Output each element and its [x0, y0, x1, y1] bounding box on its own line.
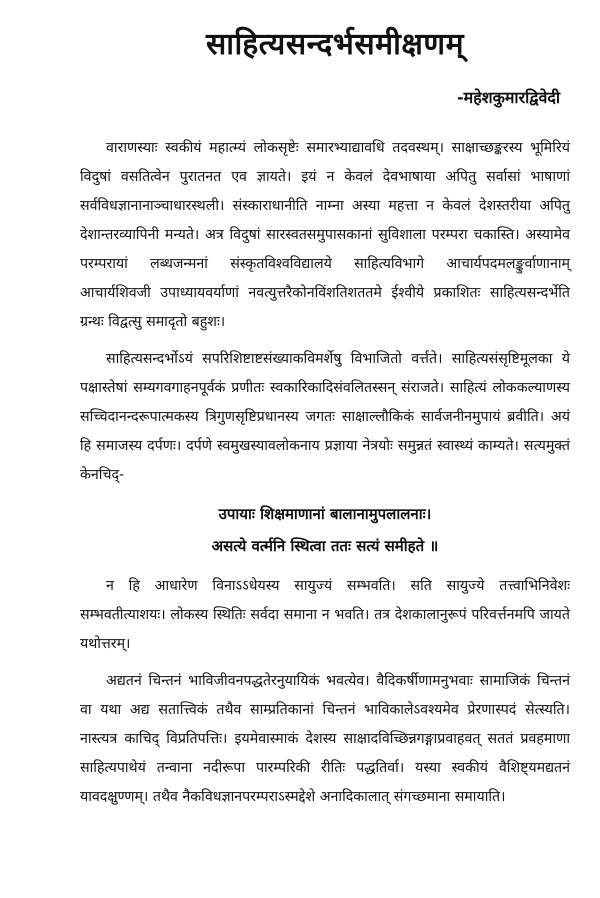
paragraph-3: न हि आधारेण विनाऽऽधेयस्य सायुज्यं सम्भवति। सति सायुज्ये तत्त्वाभिनिवेशः सम्भवतीत्याशयः। लोकस्य स्थितिः सर्वदा समाना न भवति। तत्र देशकालानुरूपं परिवर्त्तनमपि जायते यथोत्तरम्। — [80, 578, 570, 652]
paragraph-4: अद्यतनं चिन्तनं भाविजीवनपद्धतेरनुयायिकं भवत्येव। वैदिकर्षीणामनुभवाः सामाजिकं चिन्तनं वा यथा अद्य सतात्त्विकं तथैव साम्प्रतिकानां चिन्तनं भाविकालेऽवश्यमेव प्रेरणास्पदं सेत्स्यति। नास्त्यत्र काचिद् विप्रतिपत्तिः। इयमेवास्माकं देशस्य साक्षादविच्छिन्नगङ्गाप्रवाहवत् सततं प्रवहमाणा साहित्यपाथेयं तन्वाना नदीरूपा पारम्परिकी रीतिः पद्धतिर्वा। यस्या स्वकीयं वैशिष्ट्यमद्यतनं यावदक्षुण्णम्। तथैव नैकविधज्ञानपरम्पराऽस्मद्देशे अनादिकालात् संगच्छमाना समायाति। — [80, 673, 570, 805]
verse-block — [80, 498, 570, 562]
page-title: साहित्यसन्दर्भसमीक्षणम् — [205, 27, 465, 62]
paragraph-1: वाराणस्याः स्वकीयं महात्म्यं लोकसृष्टेः समारभ्याद्यावधि तदवस्थम्। साक्षाच्छङ्करस्य भूमिरियं विदुषां वसतित्वेन पुरातनत एव ज्ञायते। इयं न केवलं देवभाषाया अपितु सर्वासां भाषाणां सर्वविधज्ञानानाञ्चाधारस्थली। संस्काराधानीति नाम्ना अस्या महत्ता न केवलं देशस्तरीया अपितु देशान्तरव्यापिनी मन्यते। अत्र विदुषां सारस्वतसमुपासकानां सुविशाला परम्परा चकास्ति। अस्यामेव परम्परायां लब्धजन्मनां संस्कृतविश्वविद्यालये साहित्यविभागे आचार्यपदमलङ्कुर्वाणानाम् आचार्यशिवजी उपाध्यायवर्याणां नवत्युत्तरैकोनविंशतिशततमे ईश्वीये प्रकाशितः साहित्यसन्दर्भेति ग्रन्थः विद्वत्सु समादृतो बहुशः। — [80, 140, 570, 330]
verse-line-2: असत्ये वर्त्मनि स्थित्वा ततः सत्यं समीहते ॥ — [211, 537, 439, 555]
paragraph-2: साहित्यसन्दर्भोऽयं सपरिशिष्टाष्टसंख्याकविमर्शेषु विभाजितो वर्त्तते। साहित्यसंसृष्टिमूलका ये पक्षास्तेषां सम्यगवगाहनपूर्वकं प्रणीतः स्वकारिकादिसंवलितस्सन् संराजते। साहित्यं लोककल्याणस्य सच्चिदानन्दरूपात्मकस्य त्रिगुणसृष्टिप्रधानस्य जगतः साक्षाल्लौकिकं सार्वजनीनमुपायं ब्रवीति। अयं हि समाजस्य दर्पणः। दर्पणे स्वमुखस्यावलोकनाय प्रज्ञाया नेत्रयोः समुन्नतं स्वास्थ्यं काम्यते। सत्यमुक्तं केनचिद्- — [80, 351, 570, 483]
author-name: -महेशकुमारद्विवेदी — [456, 88, 560, 107]
verse-line-1: उपायाः शिक्षमाणानां बालानामुपलालनाः। — [218, 505, 432, 523]
document-body — [80, 134, 570, 812]
